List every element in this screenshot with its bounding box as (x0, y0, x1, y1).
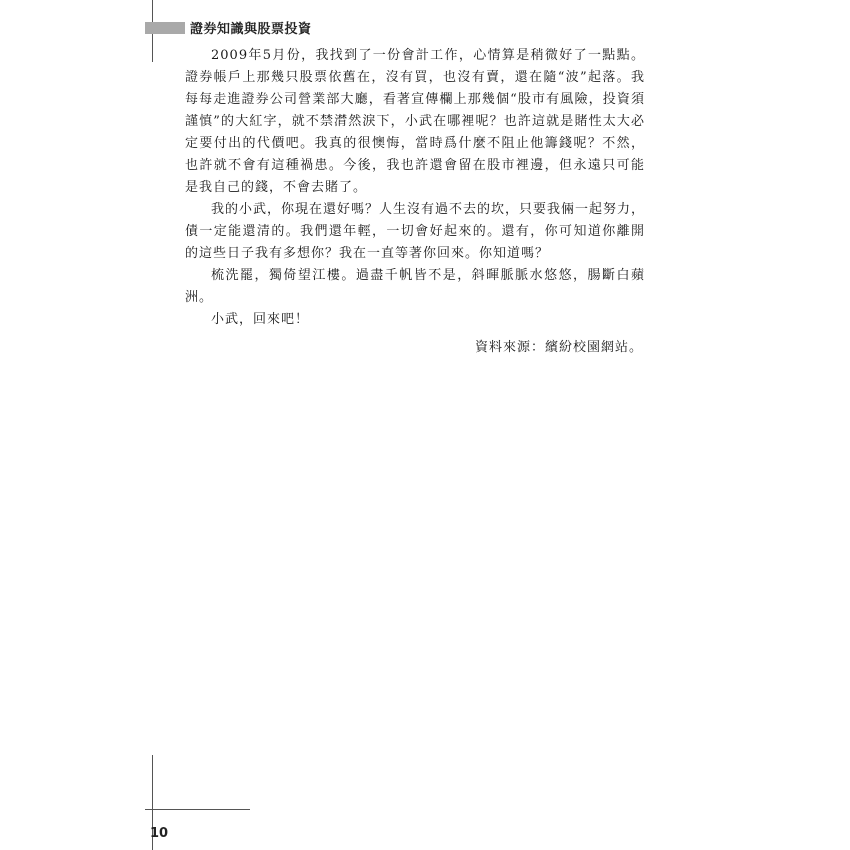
page-number: 10 (150, 826, 169, 841)
paragraph: 我的小武，你現在還好嗎？人生沒有過不去的坎，只要我倆一起努力，債一定能還清的。我們還年輕，一切會好起來的。還有，你可知道你離開的這些日子我有多想你？我在一直等著你回來。你知道嗎？ (185, 202, 646, 261)
footer-crop-line-horizontal (145, 809, 250, 810)
header-marker-bar (145, 22, 185, 34)
paragraph: 2009年5月份，我找到了一份會計工作，心情算是稍微好了一點點。證券帳戶上那幾只股票依舊在，沒有買，也沒有賣，還在隨“波”起落。我每每走進證券公司營業部大廳，看著宣傳欄上那幾個“股市有風險，投資須謹慎”的大紅字，就不禁潸然淚下，小武在哪裡呢？也許這就是賭性太大必定要付出的代價吧。我真的很懊悔，當時爲什麼不阻止他籌錢呢？不然，也許就不會有這種禍患。今後，我也許還會留在股市裡邊，但永遠只可能是我自己的錢，不會去賭了。 (185, 48, 645, 195)
running-title: 證券知識與股票投資 (190, 22, 312, 37)
paragraph: 小武，回來吧！ (211, 312, 310, 327)
paragraph: 梳洗罷，獨倚望江樓。過盡千帆皆不是，斜暉脈脈水悠悠，腸斷白蘋洲。 (185, 268, 645, 305)
body-text (185, 45, 645, 359)
source-note: 資料來源：繽紛校園網站。 (474, 340, 643, 355)
